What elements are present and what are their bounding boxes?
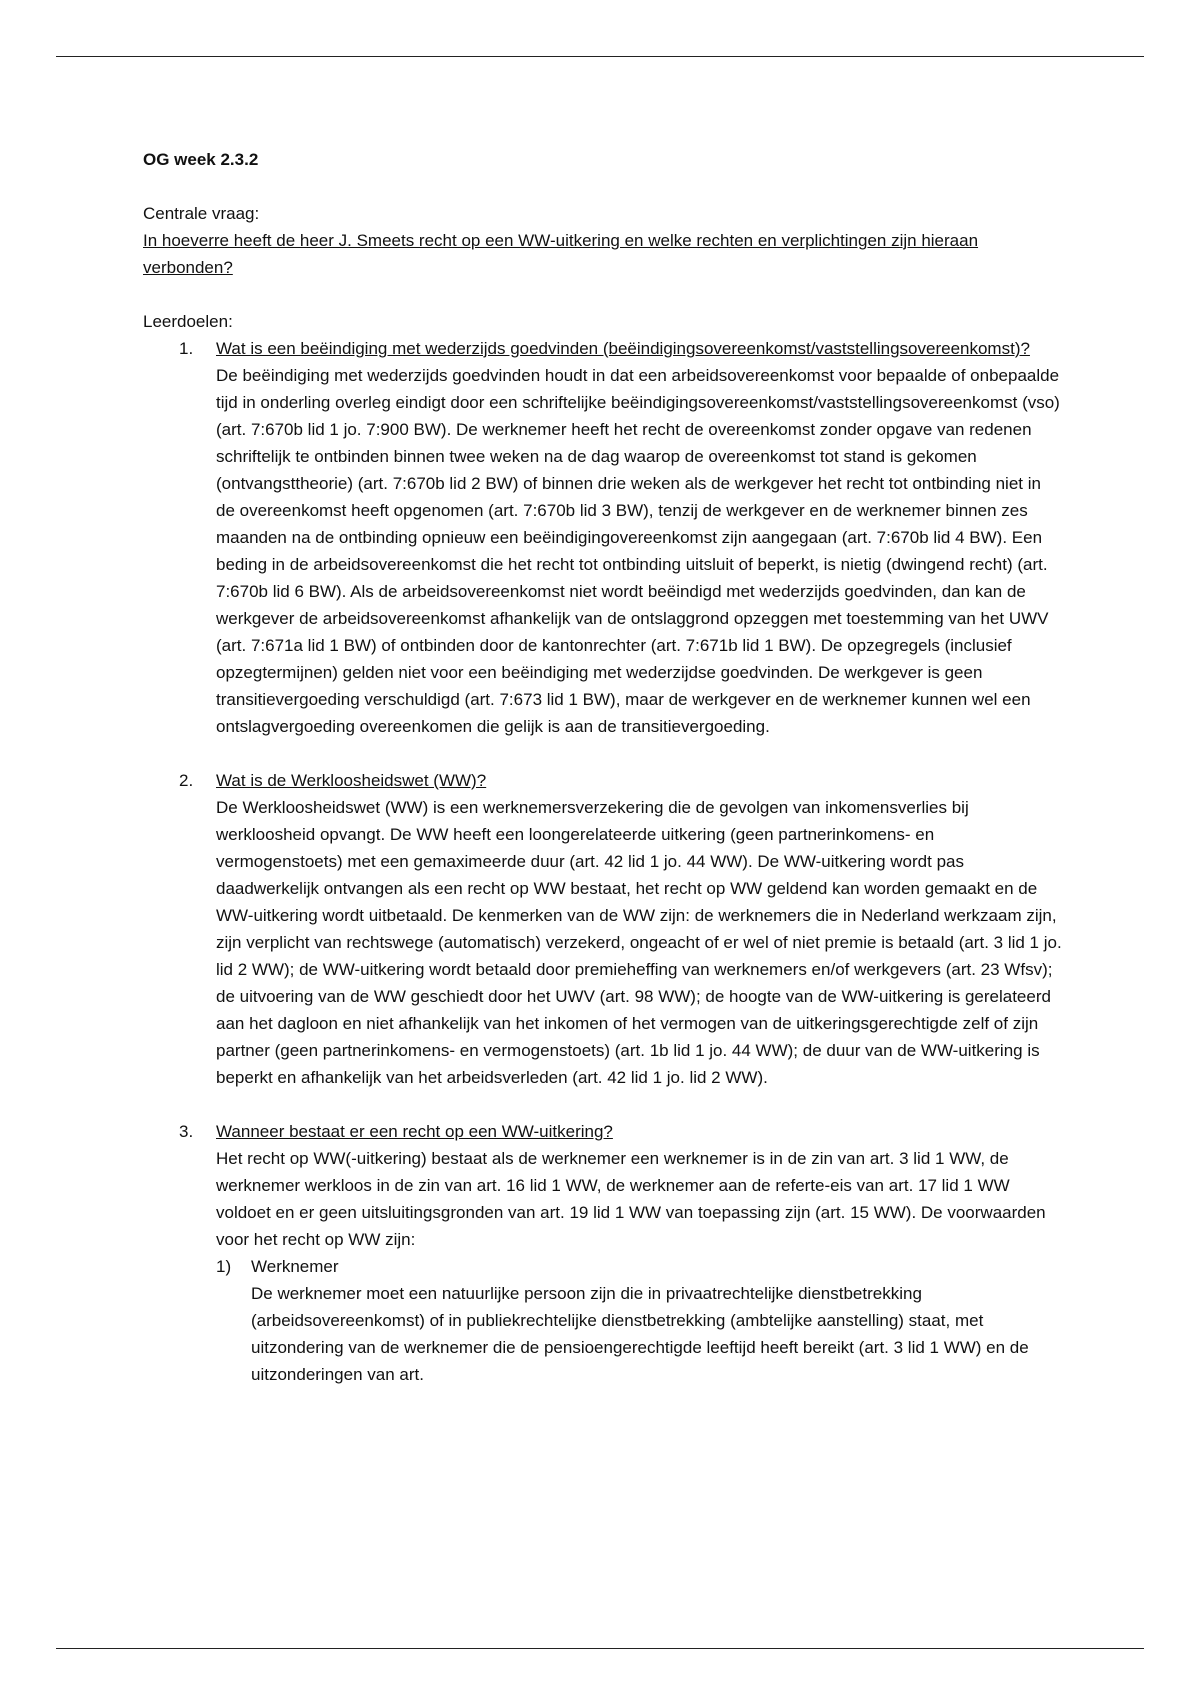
- goal-item-1: [143, 335, 1063, 740]
- goal-question: Wat is een beëindiging met wederzijds goedvinden (beëindigingsovereenkomst/vaststellingsovereenkomst)?: [216, 339, 1030, 358]
- condition-item-1: [216, 1253, 1063, 1388]
- goals-label: Leerdoelen:: [143, 312, 233, 331]
- condition-text: De werknemer moet een natuurlijke persoon zijn die in privaatrechtelijke dienstbetrekking (arbeidsovereenkomst) of in publiekrechtelijke dienstbetrekking (ambtelijke aanstelling) staat, met uitzondering van de werknemer die de pensioengerechtigde leeftijd heeft bereikt (art. 3 lid 1 WW) en de uitzonderingen van art.: [251, 1284, 1029, 1384]
- document-title: OG week 2.3.2: [143, 150, 259, 169]
- goal-item-3: [143, 1118, 1063, 1388]
- goal-question: Wat is de Werkloosheidswet (WW)?: [216, 771, 487, 790]
- goal-number: 2.: [179, 771, 194, 790]
- goal-question: Wanneer bestaat er een recht op een WW-uitkering?: [216, 1122, 613, 1141]
- condition-label: Werknemer: [251, 1257, 339, 1276]
- goal-number: 3.: [179, 1122, 194, 1141]
- header-rule: [56, 56, 1144, 57]
- central-question-label: Centrale vraag:: [143, 204, 260, 223]
- goal-answer: De beëindiging met wederzijds goedvinden houdt in dat een arbeidsovereenkomst voor bepaalde of onbepaalde tijd in onderling overleg eindigt door een schriftelijke beëindigingsovereenkomst/vaststellingsovereenkomst (vso) (art. 7:670b lid 1 jo. 7:900 BW). De werknemer heeft het recht de overeenkomst zonder opgave van redenen schriftelijk te ontbinden binnen twee weken na de dag waarop de overeenkomst tot stand is gekomen (ontvangsttheorie) (art. 7:670b lid 2 BW) of binnen drie weken als de werkgever het recht tot ontbinding niet in de overeenkomst heeft opgenomen (art. 7:670b lid 3 BW), tenzij de werkgever en de werknemer binnen zes maanden na de ontbinding opnieuw een beëindigingovereenkomst zijn aangegaan (art. 7:670b lid 4 BW). Een beding in de arbeidsovereenkomst die het recht tot ontbinding uitsluit of beperkt, is nietig (dwingend recht) (art. 7:670b lid 6 BW). Als de arbeidsovereenkomst niet wordt beëindigd met wederzijds goedvinden, dan kan de werkgever de arbeidsovereenkomst afhankelijk van de ontslaggrond opzeggen met toestemming van het UWV (art. 7:671a lid 1 BW) of ontbinden door de kantonrechter (art. 7:671b lid 1 BW). De opzegregels (inclusief opzegtermijnen) gelden niet voor een beëindiging met wederzijdse goedvinden. De werkgever is geen transitievergoeding verschuldigd (art. 7:673 lid 1 BW), maar de werkgever en de werknemer kunnen wel een ontslagvergoeding overeenkomen die gelijk is aan de transitievergoeding.: [216, 366, 1060, 736]
- goal-answer: Het recht op WW(-uitkering) bestaat als de werknemer een werknemer is in de zin van art. 3 lid 1 WW, de werknemer werkloos in de zin van art. 16 lid 1 WW, de werknemer aan de referte-eis van art. 17 lid 1 WW voldoet en er geen uitsluitingsgronden van art. 19 lid 1 WW van toepassing zijn (art. 15 WW). De voorwaarden voor het recht op WW zijn:: [216, 1149, 1046, 1249]
- document-body: [143, 146, 1063, 1388]
- goal-answer: De Werkloosheidswet (WW) is een werknemersverzekering die de gevolgen van inkomensverlies bij werkloosheid opvangt. De WW heeft een loongerelateerde uitkering (geen partnerinkomens- en vermogenstoets) met een gemaximeerde duur (art. 42 lid 1 jo. 44 WW). De WW-uitkering wordt pas daadwerkelijk ontvangen als een recht op WW bestaat, het recht op WW geldend kan worden gemaakt en de WW-uitkering wordt uitbetaald. De kenmerken van de WW zijn: de werknemers die in Nederland werkzaam zijn, zijn verplicht van rechtswege (automatisch) verzekerd, ongeacht of er wel of niet premie is betaald (art. 3 lid 1 jo. lid 2 WW); de WW-uitkering wordt betaald door premieheffing van werknemers en/of werkgevers (art. 23 Wfsv); de uitvoering van de WW geschiedt door het UWV (art. 98 WW); de hoogte van de WW-uitkering is gerelateerd aan het dagloon en niet afhankelijk van het inkomen of het vermogen van de uitkeringsgerechtigde zelf of zijn partner (geen partnerinkomens- en vermogenstoets) (art. 1b lid 1 jo. 44 WW); de duur van de WW-uitkering is beperkt en afhankelijk van het arbeidsverleden (art. 42 lid 1 jo. lid 2 WW).: [216, 798, 1062, 1087]
- goal-number: 1.: [179, 339, 194, 358]
- condition-number: 1): [216, 1257, 232, 1276]
- goal-item-2: [143, 767, 1063, 1091]
- central-question: In hoeverre heeft de heer J. Smeets recht op een WW-uitkering en welke rechten en verplichtingen zijn hieraan verbonden?: [143, 231, 979, 277]
- footer-rule: [56, 1648, 1144, 1649]
